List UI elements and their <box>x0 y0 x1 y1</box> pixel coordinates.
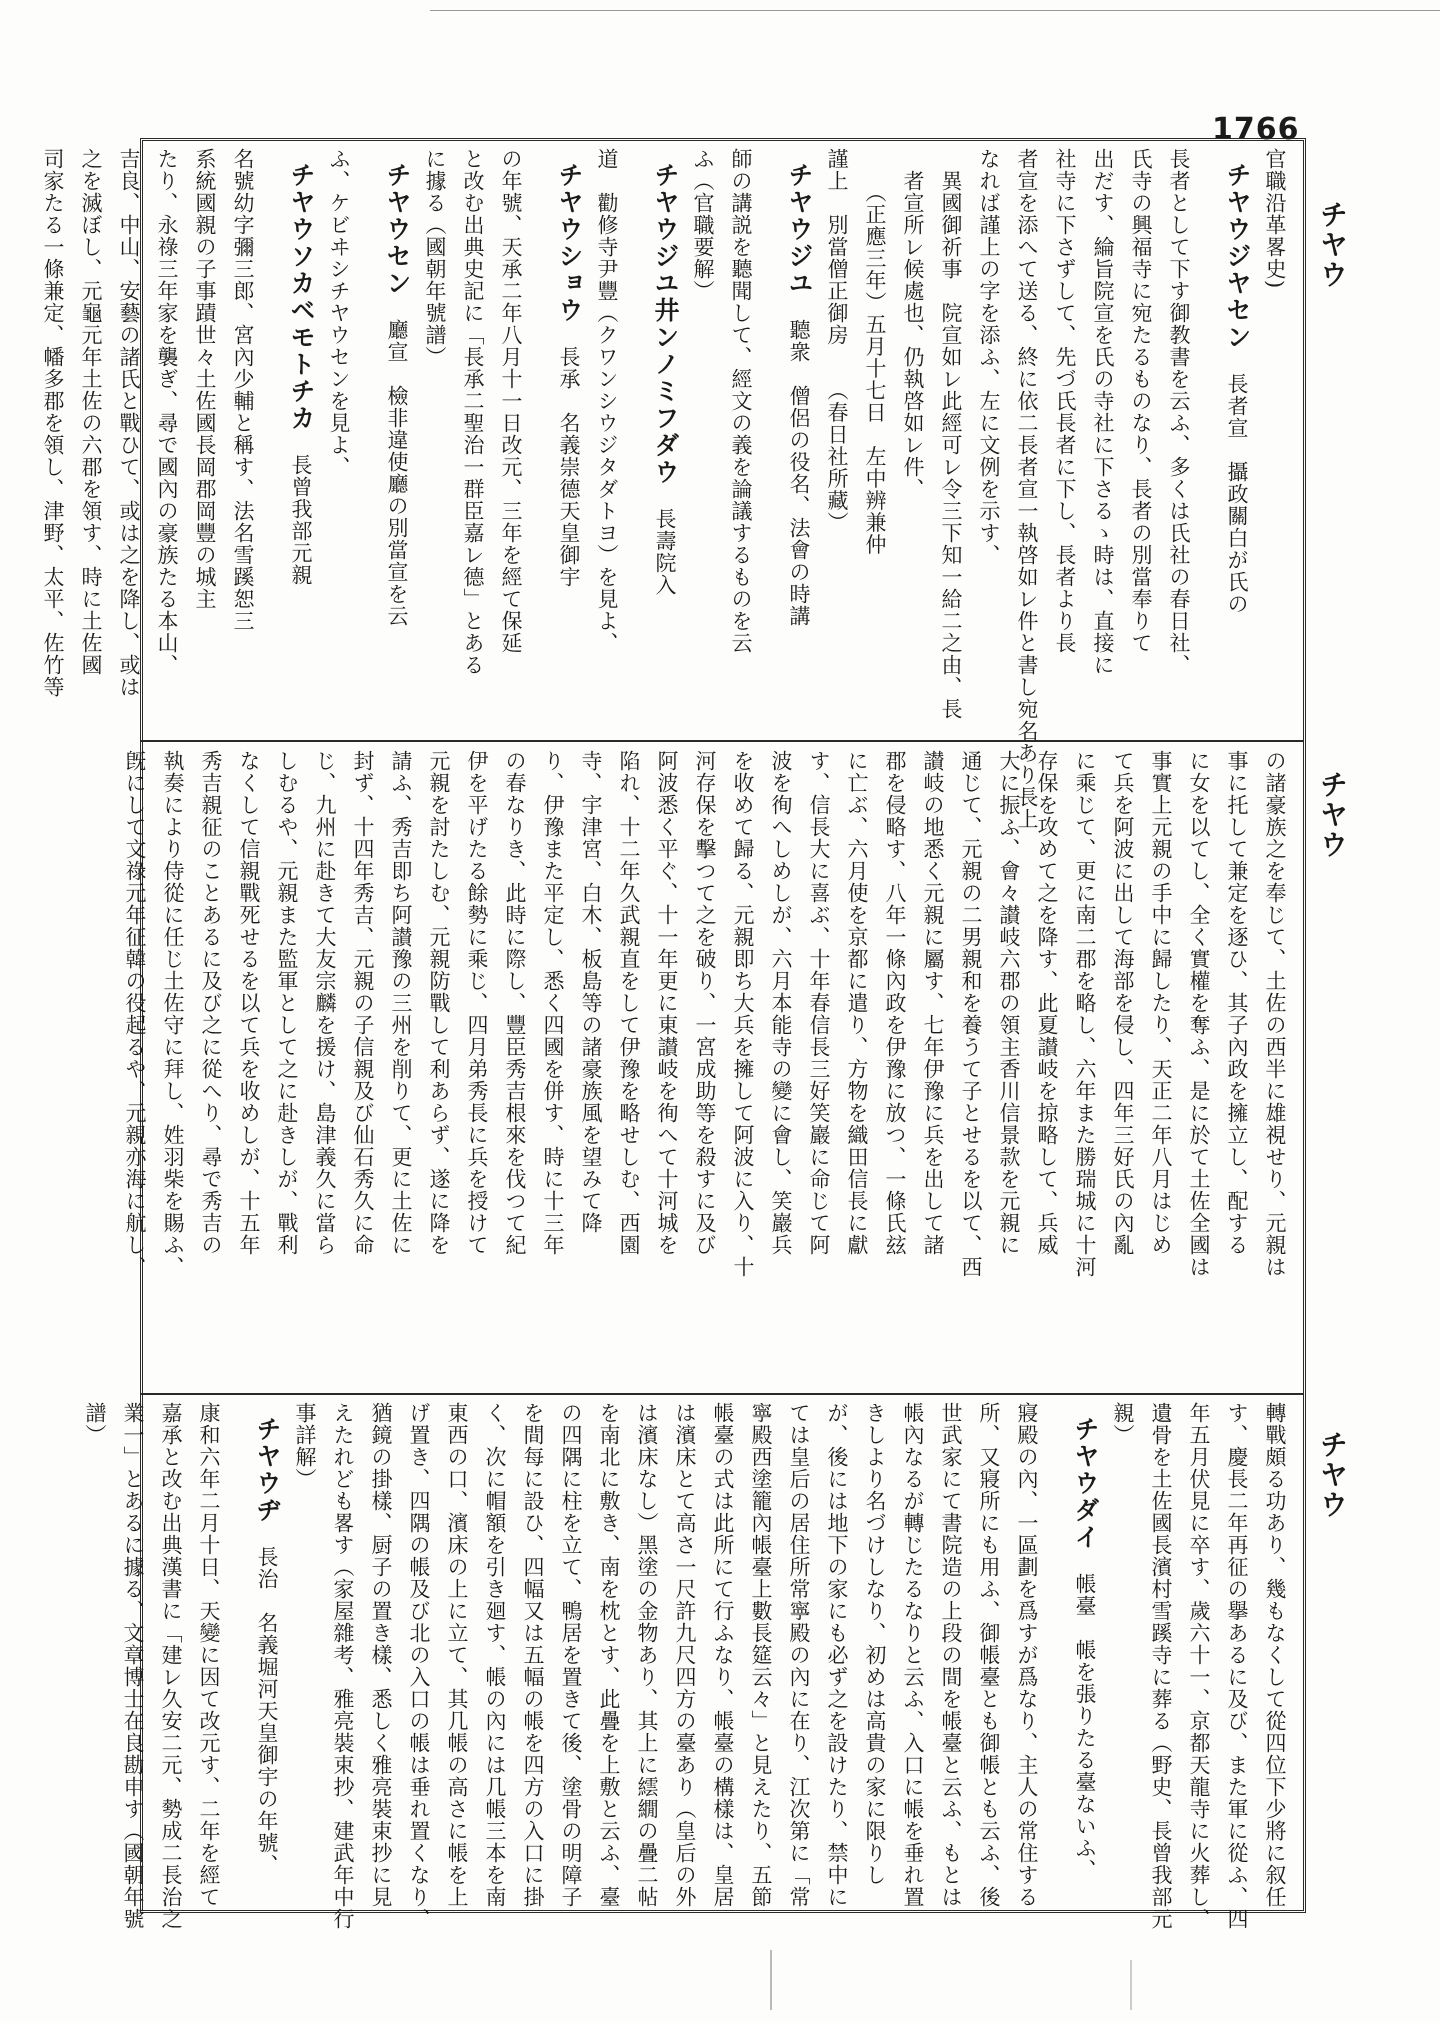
side-heading-1: チヤウ <box>1316 200 1349 290</box>
entry-heading-line <box>358 162 416 732</box>
text-line: 事詳解） <box>293 1402 317 1490</box>
text-line: 存保を攻めて之を降す、此夏讃岐を掠略して、兵威 <box>1035 750 1059 1256</box>
text-line: 謹上 別當僧正御房 （春日社所藏） <box>825 148 849 534</box>
text-line: 道 勸修寺尹豐（クワンシウジタダトヨ）を見よ、 <box>595 148 619 654</box>
text-line: が、後には地下の家にも必ず之を設けたり、禁中に <box>825 1402 849 1908</box>
text-line: 系統國親の子事蹟世々土佐國長岡郡岡豐の城主 <box>193 148 217 610</box>
text-line: く、次に帽額を引き廻す、帳の內には几帳三本を南 <box>483 1402 507 1908</box>
text-line: 司家たる一條兼定、幡多郡を領し、津野、太平、佐竹等 <box>41 148 65 698</box>
text-line: 讃岐の地悉く元親に屬す、七年伊豫に兵を出して諸 <box>921 750 945 1256</box>
band-divider-1 <box>141 740 1303 742</box>
text-line: 河存保を擊つて之を破り、一宮成助等を殺すに及び <box>693 750 717 1256</box>
page-number: 1766 <box>1212 112 1300 147</box>
text-line: 業一」とあるに據る、文章博士在良勘申す（國朝年號 <box>121 1402 145 1930</box>
text-line: 寢殿の內、一區劃を爲すが爲なり、主人の常住する <box>1015 1402 1039 1908</box>
entry-headword: チヤウソカベモトチカ <box>287 162 316 432</box>
text-line: 出だす、綸旨院宣を氏の寺社に下さるゝ時は、直接に <box>1091 148 1115 676</box>
text-line: す、慶長二年再征の擧あるに及び、また軍に從ふ、四 <box>1225 1402 1249 1930</box>
text-line: と改む出典史記に「長承二聖治一群臣嘉レ德」とある <box>461 148 485 676</box>
text-line: に女を以てし、全く實權を奪ふ、是に於て土佐全國は <box>1187 750 1211 1278</box>
entry-heading-line <box>262 162 320 732</box>
text-line: えたれども畧す（家屋雜考、雅亮裝束抄、建武年中行 <box>331 1402 355 1930</box>
text-line: の四隅に柱を立て、鴨居を置きて後、塗骨の明障子 <box>559 1402 583 1908</box>
text-line: て兵を阿波に出して海部を侵し、四年三好氏の內亂 <box>1111 750 1135 1256</box>
entry-heading-text: 帳臺 帳を張りたる臺ないふ、 <box>1073 1551 1097 1881</box>
text-line: 所、又寢所にも用ふ、御帳臺とも御帳とも云ふ、後 <box>977 1402 1001 1908</box>
text-line: 吉良、中山、安藝の諸氏と戰ひて、或は之を降し、或は <box>117 148 141 698</box>
entry-heading-text: 長承 名義崇德天皇御宇 <box>557 324 581 588</box>
text-line: 氏寺の興福寺に宛たるものなり、長者の別當奉りて <box>1129 148 1153 654</box>
text-band-1 <box>41 148 1294 830</box>
text-line: 請ふ、秀吉即ち阿讃豫の三州を削りて、更に土佐に <box>389 750 413 1256</box>
text-line: なれば謹上の字を添ふ、左に文例を示す、 <box>977 148 1001 566</box>
text-line: 官職沿革畧史) <box>1263 148 1287 290</box>
text-line: 社寺に下さずして、先づ氏長者に下し、長者より長 <box>1053 148 1077 654</box>
entry-heading-line <box>530 162 588 732</box>
text-line: 帳臺の式は此所にて行ふなり、帳臺の構樣は、皇居 <box>711 1402 735 1908</box>
text-line: 轉戰頗る功あり、幾もなくして從四位下少將に叙任 <box>1263 1402 1287 1908</box>
text-line: 寧殿西塗籠內帳臺上數長筵云々」と見えたり、五節 <box>749 1402 773 1908</box>
entry-heading-line <box>1046 1416 1104 1902</box>
entry-heading-line <box>626 162 684 732</box>
text-line: （正應三年）五月十七日 左中辨兼仲 <box>863 148 887 556</box>
text-line: 世武家にて書院造の上段の間を帳臺と云ふ、もとは <box>939 1402 963 1908</box>
text-line: を南北に敷き、南を枕とす、此疊を上敷と云ふ、臺 <box>597 1402 621 1908</box>
text-line: 陷れ、十二年久武親直をして伊豫を略せしむ、西園 <box>617 750 641 1256</box>
entry-headword: チヤウセン <box>383 162 412 297</box>
entry-headword: チヤウヂ <box>253 1416 282 1524</box>
text-line: 嘉承と改む出典漢書に「建レ久安二元、勢成二長治之 <box>159 1402 183 1930</box>
text-line: 封ず、十四年秀吉、元親の子信親及び仙石秀久に命 <box>351 750 375 1256</box>
text-line: ては皇后の居住所常寧殿の內に在り、江次第に「常 <box>787 1402 811 1908</box>
top-rule <box>430 10 1440 11</box>
text-line: 伊を平げたる餘勢に乘じ、四月弟秀長に兵を授けて <box>465 750 489 1256</box>
text-line: は濱床とて高さ一尺許九尺四方の臺あり（皇后の外 <box>673 1402 697 1908</box>
text-line: きしより名づけしなり、初めは高貴の家に限りし <box>863 1402 887 1886</box>
binding-mark <box>770 1950 772 2010</box>
text-line: す、信長大に喜ぶ、十年春信長三好笑巖に命じて阿 <box>807 750 831 1256</box>
text-line: 阿波悉く平ぐ、十一年更に東讃岐を徇へて十河城を <box>655 750 679 1256</box>
text-line: 者宣所レ候處也、仍執啓如レ件、 <box>901 148 925 500</box>
entry-heading-text: 聽衆 僧侶の役名、法會の時講 <box>787 297 811 627</box>
text-line: に亡ぶ、六月使を京都に遣り、方物を織田信長に獻 <box>845 750 869 1256</box>
entry-heading-text: 長曾我部元親 <box>289 432 313 586</box>
text-line: 大に振ふ、會々讃岐六郡の領主香川信景款を元親に <box>997 750 1021 1256</box>
text-line: 東西の口、濱床の上に立て、其几帳の高さに帳を上 <box>445 1402 469 1908</box>
text-line: 事に托して兼定を逐ひ、其子內政を擁立し、配する <box>1225 750 1249 1256</box>
text-line: じ、九州に赴きて大友宗麟を援け、島津義久に當ら <box>313 750 337 1256</box>
text-line: を間每に設ひ、四幅又は五幅の帳を四方の入口に掛 <box>521 1402 545 1908</box>
entry-heading-text: 長壽院入 <box>653 486 677 596</box>
text-line: 元親を討たしむ、元親防戰して利あらず、遂に降を <box>427 750 451 1256</box>
text-line: は濱床なし）黑塗の金物あり、其上に繧繝の疊二帖 <box>635 1402 659 1908</box>
text-line: 寺、宇津宮、白木、板島等の諸豪族風を望みて降 <box>579 750 603 1234</box>
text-line: 波を徇へしめしが、六月本能寺の變に會し、笑巖兵 <box>769 750 793 1256</box>
text-band-3 <box>83 1402 1294 1930</box>
text-line: り、伊豫また平定し、悉く四國を併す、時に十三年 <box>541 750 565 1256</box>
text-line: 親） <box>1111 1402 1135 1446</box>
entry-heading-line <box>760 162 818 732</box>
text-line: を收めて歸る、元親即ち大兵を擁して阿波に入り、十 <box>731 750 755 1278</box>
entry-heading-line <box>1198 162 1256 732</box>
text-line: ふ（官職要解） <box>691 148 715 302</box>
text-line: 秀吉親征のことあるに及び之に從へり、尋で秀吉の <box>199 750 223 1256</box>
text-line: 遺骨を土佐國長濱村雪蹊寺に葬る（野史、長曾我部元 <box>1149 1402 1173 1930</box>
text-line: の春なりき、此時に際し、豐臣秀吉根來を伐つて紀 <box>503 750 527 1256</box>
entry-headword: チヤウジヤセン <box>1223 162 1252 351</box>
text-line: ふ、ケビヰシチヤウセンを見よ、 <box>327 148 351 478</box>
entry-heading-text: 廳宣 檢非違使廳の別當宣を云 <box>385 297 409 627</box>
text-line: に乘じて、更に南二郡を略し、六年また勝瑞城に十河 <box>1073 750 1097 1278</box>
text-line: 名號幼字彌三郎、宮內少輔と稱す、法名雪蹊恕三 <box>231 148 255 632</box>
text-line: げ置き、四隅の帳及び北の入口の帳は垂れ置くなり、 <box>407 1402 431 1930</box>
text-line: の諸豪族之を奉じて、土佐の西半に雄視せり、元親は <box>1263 750 1287 1278</box>
text-line: 長者として下す御教書を云ふ、多くは氏社の春日社、 <box>1167 148 1191 676</box>
entry-headword: チヤウジユ <box>785 162 814 297</box>
text-line: 者宣を添へて送る、終に依二長者宣一執啓如レ件と書し宛名あり長上 <box>1015 148 1039 830</box>
text-line: しむるや、元親また監軍として之に赴きしが、戰利 <box>275 750 299 1256</box>
text-line: 事實上元親の手中に歸したり、天正二年八月はじめ <box>1149 750 1173 1256</box>
entry-headword: チヤウダイ <box>1071 1416 1100 1551</box>
text-line: たり、永祿三年家を襲ぎ、尋で國內の豪族たる本山、 <box>155 148 179 676</box>
text-line: なくして信親戰死せるを以て兵を收めしが、十五年 <box>237 750 261 1256</box>
text-line: 旣にして文祿元年征韓の役起るや、元親亦海に航し、 <box>123 750 147 1278</box>
entry-heading-line <box>228 1416 286 1902</box>
entry-headword: チヤウジユ井ンノミフダウ <box>651 162 680 486</box>
text-line: 通じて、元親の二男親和を養うて子とせるを以て、西 <box>959 750 983 1278</box>
binding-mark <box>1130 1960 1132 2010</box>
text-line: の年號、天承二年八月十一日改元、三年を經て保延 <box>499 148 523 654</box>
text-line: 執奏により侍從に任じ土佐守に拜し、姓羽柴を賜ふ、 <box>161 750 185 1278</box>
entry-heading-text: 長治 名義堀河天皇御宇の年號、 <box>255 1524 279 1876</box>
text-line: 猶鏡の掛樣、厨子の置き樣、悉しく雅亮裝束抄に見 <box>369 1402 393 1908</box>
band-divider-2 <box>141 1393 1303 1395</box>
text-line: 異國御祈事 院宣如レ此經可レ令三下知一給二之由、長 <box>939 148 963 720</box>
text-line: 年五月伏見に卒す、歲六十一、京都天龍寺に火葬し、 <box>1187 1402 1211 1930</box>
text-line: 帳內なるが轉じたるなりと云ふ、入口に帳を垂れ置 <box>901 1402 925 1908</box>
text-line: 譜） <box>83 1402 107 1446</box>
side-heading-2: チヤウ <box>1316 770 1349 860</box>
side-heading-3: チヤウ <box>1316 1430 1349 1520</box>
text-line: 師の講説を聽聞して、經文の義を論議するものを云 <box>729 148 753 654</box>
text-band-2 <box>123 750 1294 1386</box>
text-line: に據る（國朝年號譜） <box>423 148 447 368</box>
text-line: 郡を侵略す、八年一條內政を伊豫に放つ、一條氏玆 <box>883 750 907 1256</box>
entry-heading-text: 長者宣 攝政關白が氏の <box>1225 351 1249 615</box>
text-line: 之を滅ぼし、元龜元年土佐の六郡を領す、時に土佐國 <box>79 148 103 676</box>
text-line: 康和六年二月十日、天變に因て改元す、二年を經て <box>197 1402 221 1908</box>
entry-headword: チヤウショウ <box>555 162 584 324</box>
